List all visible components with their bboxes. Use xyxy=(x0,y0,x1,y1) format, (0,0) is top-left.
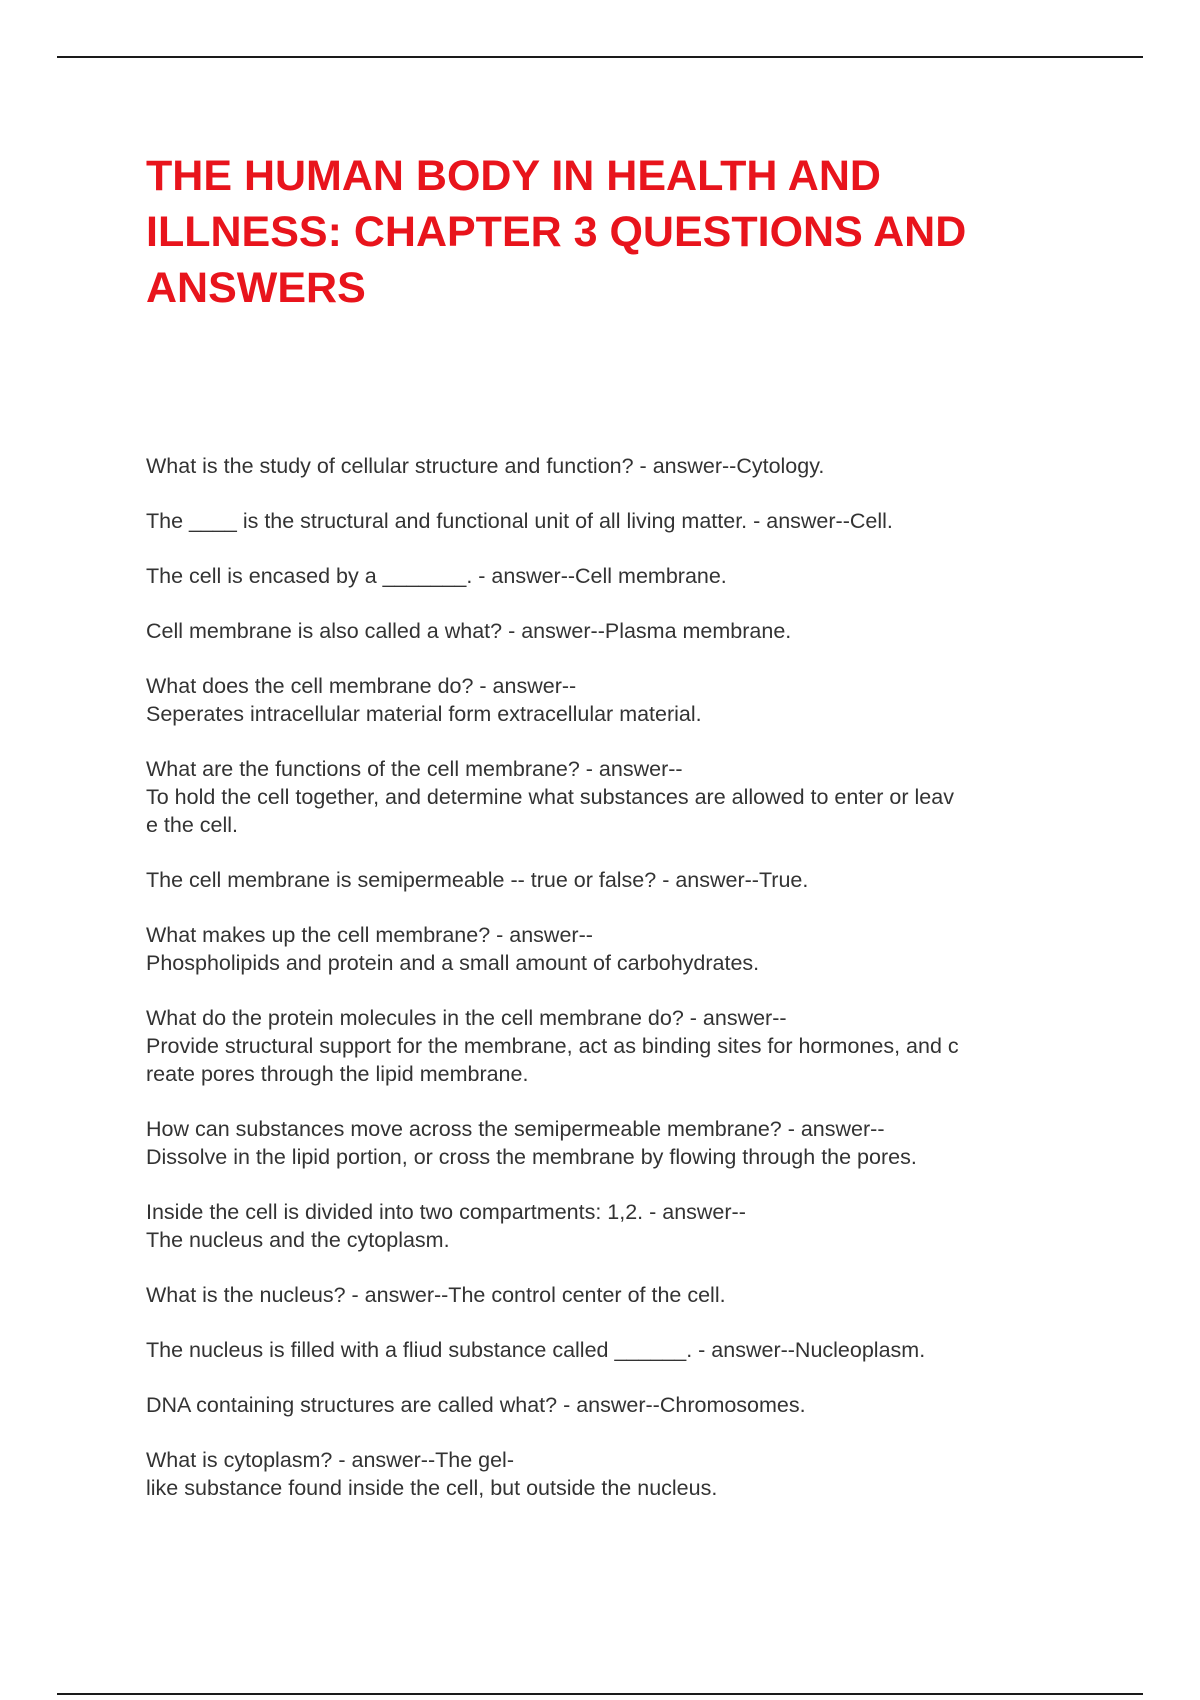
top-rule xyxy=(57,56,1143,58)
qa-item: What is the study of cellular structure and function? - answer--Cytology. xyxy=(146,454,825,478)
qa-item: The cell is encased by a _______. - answer--Cell membrane. xyxy=(146,564,727,588)
bottom-rule xyxy=(57,1693,1143,1695)
qa-item: DNA containing structures are called what? - answer--Chromosomes. xyxy=(146,1393,806,1417)
qa-item: The ____ is the structural and functional unit of all living matter. - answer--Cell. xyxy=(146,509,893,533)
qa-item: What is the nucleus? - answer--The control center of the cell. xyxy=(146,1283,726,1307)
qa-item: What makes up the cell membrane? - answer-- Phospholipids and protein and a small amount of carbohydrates. xyxy=(146,923,760,975)
qa-item: What do the protein molecules in the cell membrane do? - answer-- Provide structural support for the membrane, act as binding sites for hormones, and c reate pores through the lipid membrane. xyxy=(146,1006,959,1086)
qa-item: How can substances move across the semipermeable membrane? - answer-- Dissolve in the lipid portion, or cross the membrane by flowing through the pores. xyxy=(146,1117,917,1169)
document-title: THE HUMAN BODY IN HEALTH AND ILLNESS: CHAPTER 3 QUESTIONS AND ANSWERS xyxy=(146,152,967,312)
qa-item: The nucleus is filled with a fliud substance called ______. - answer--Nucleoplasm. xyxy=(146,1338,926,1362)
qa-list xyxy=(146,452,1066,1529)
qa-item: What is cytoplasm? - answer--The gel- like substance found inside the cell, but outside the nucleus. xyxy=(146,1448,718,1500)
qa-item: Inside the cell is divided into two compartments: 1,2. - answer-- The nucleus and the cytoplasm. xyxy=(146,1200,746,1252)
qa-item: What are the functions of the cell membrane? - answer-- To hold the cell together, and determine what substances are allowed to enter or leav e the cell. xyxy=(146,757,954,837)
qa-item: What does the cell membrane do? - answer-- Seperates intracellular material form extracellular material. xyxy=(146,674,702,726)
qa-item: The cell membrane is semipermeable -- true or false? - answer--True. xyxy=(146,868,809,892)
qa-item: Cell membrane is also called a what? - answer--Plasma membrane. xyxy=(146,619,792,643)
